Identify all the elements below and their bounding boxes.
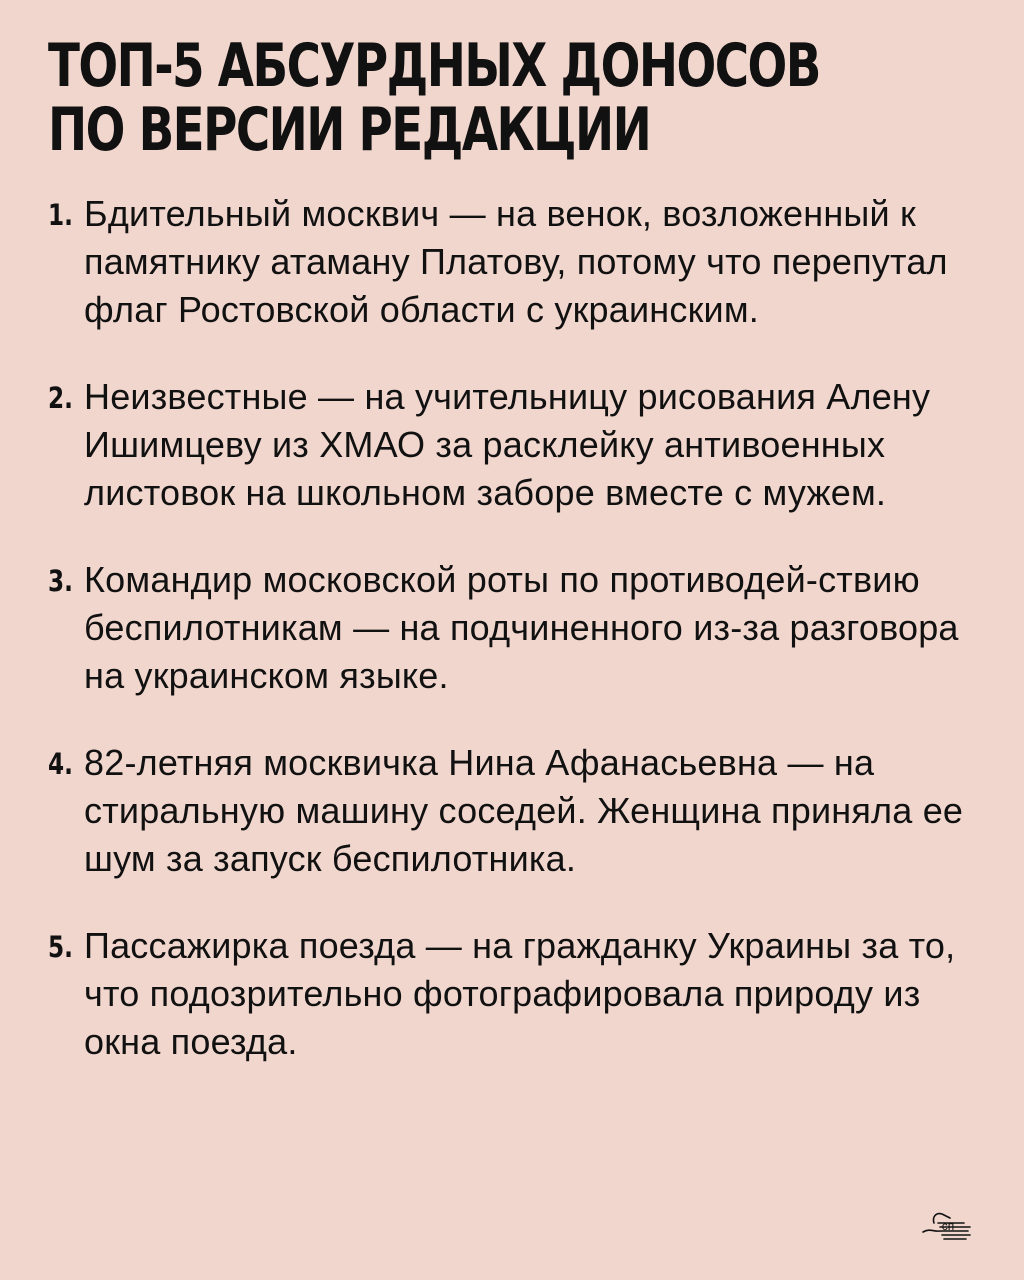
logo-text: сп [941,1219,955,1233]
item-number: 5. [48,930,73,964]
denunciation-list [48,190,976,1066]
item-number: 1. [48,198,73,232]
item-number: 4. [48,747,73,781]
item-number: 2. [48,381,73,415]
title-line-2: ПО ВЕРСИИ РЕДАКЦИИ [48,95,651,165]
page-title [48,31,945,165]
list-item-1 [48,190,976,334]
item-text: 82-летняя москвичка Нина Афанасьевна — на стиральную машину соседей. Женщина приняла ее шум за запуск беспилотника. [84,742,964,879]
item-number: 3. [48,564,73,598]
item-text: Неизвестные — на учительницу рисования Алену Ишимцеву из ХМАО за расклейку антивоенных листовок на школьном заборе вместе с мужем. [84,376,931,513]
title-line-1: ТОП-5 АБСУРДНЫХ ДОНОСОВ [48,31,820,101]
list-item-3 [48,556,976,700]
hand-logo-icon [920,1206,976,1240]
list-item-2 [48,373,976,517]
item-text: Пассажирка поезда — на гражданку Украины за то, что подозрительно фотографировала природу из окна поезда. [84,925,956,1062]
list-item-5 [48,922,976,1066]
list-item-4 [48,739,976,883]
item-text: Командир московской роты по противодей-ствию беспилотникам — на подчиненного из-за разговора на украинском языке. [84,559,959,696]
item-text: Бдительный москвич — на венок, возложенный к памятнику атаману Платову, потому что перепутал флаг Ростовской области с украинским. [84,193,948,330]
